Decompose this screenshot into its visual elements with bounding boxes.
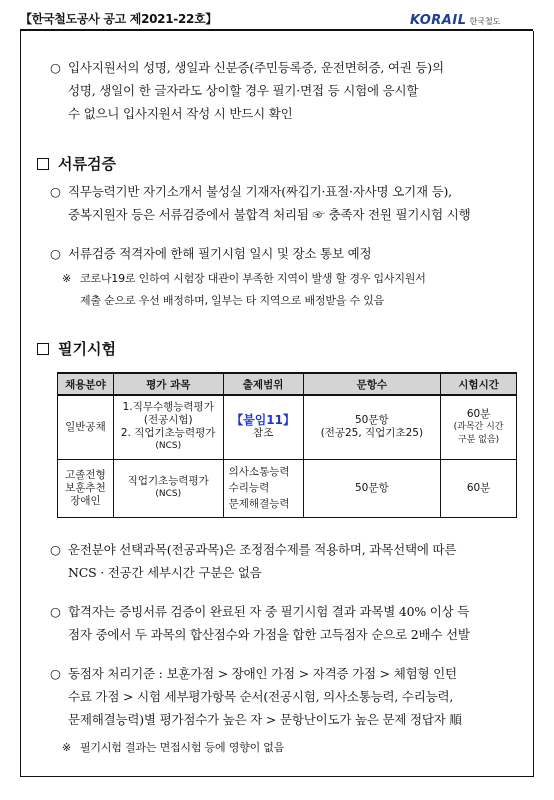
item-line: 합격자는 증빙서류 검증이 완료된 자 중 필기시험 결과 과목별 40% 이상 득: [68, 604, 470, 619]
item-line: 중복지원자 등은 서류검증에서 불합격 처리됨 ☞ 충족자 전원 필기시험 시행: [68, 207, 471, 222]
intro-line: 수 없으니 입사지원서 작성 시 반드시 확인: [68, 106, 293, 121]
document-review-item-1: [50, 180, 525, 226]
time-line: 60분: [466, 481, 491, 494]
subject-line: 2. 직업기초능력평가: [120, 427, 216, 440]
item-line: 직무능력기반 자기소개서 불성실 기재자(짜깁기·표절·자사명 오기재 등),: [68, 184, 452, 199]
square-bullet-icon: [37, 158, 49, 170]
document-review-note: [62, 268, 426, 312]
questions-line: (전공25, 직업기초25): [320, 427, 424, 440]
item-line: 서류검증 적격자에 한해 필기시험 일시 및 장소 통보 예정: [68, 246, 372, 261]
circle-bullet-icon: ○: [50, 542, 61, 557]
written-exam-item-3: [50, 662, 525, 731]
section-heading-document-review: [37, 153, 116, 174]
note-line: 코로나19로 인하여 시험장 대관이 부족한 지역이 발생 할 경우 입사지원서: [80, 272, 426, 285]
cell-questions: [303, 459, 441, 517]
time-line: 구분 없음): [458, 434, 500, 445]
field-line: 장애인: [70, 494, 101, 507]
item-line: 동점자 처리기준 : 보훈가점 > 장애인 가점 > 자격증 가점 > 체험형 인턴: [68, 666, 457, 681]
cell-subjects: [113, 395, 223, 459]
subject-line: 1.직무수행능력평가: [122, 401, 214, 414]
subject-line: (NCS): [155, 489, 182, 499]
reference-mark-icon: ※: [62, 741, 72, 754]
written-exam-item-1: [50, 538, 525, 584]
notice-title: 【한국철도공사 공고 제2021-22호】: [20, 12, 218, 26]
column-header: 채용분야: [58, 373, 114, 395]
cell-time: [441, 459, 517, 517]
column-header: 평가 과목: [113, 373, 223, 395]
item-line: NCS · 전공간 세부시간 구분은 없음: [68, 565, 262, 580]
questions-line: 50문항: [355, 414, 389, 427]
intro-paragraph: [50, 56, 520, 125]
subject-line: 직업기초능력평가: [127, 475, 209, 487]
attachment-reference: 【붙임11】: [231, 413, 296, 428]
item-line: 점자 중에서 두 과목의 합산점수와 가점을 합한 고득점자 순으로 2배수 선발: [68, 627, 470, 642]
reference-mark-icon: ※: [62, 272, 72, 285]
field-line: 보훈추천: [65, 481, 106, 494]
note-line: 제출 순으로 우선 배정하며, 일부는 타 지역으로 배정받을 수 있음: [80, 294, 385, 307]
logo-subtitle: 한국철도: [469, 17, 501, 26]
korail-logo: [410, 9, 500, 28]
scope-line: 의사소통능력: [228, 466, 290, 478]
column-header: 출제범위: [223, 373, 303, 395]
cell-field: 일반공채: [58, 395, 114, 459]
subject-line: (전공시험): [143, 414, 193, 427]
time-line: 60분: [466, 407, 491, 420]
document-review-item-2: [50, 242, 525, 265]
section-title: 필기시험: [58, 340, 116, 358]
column-header: 시험시간: [441, 373, 517, 395]
scope-line: 수리능력: [228, 482, 270, 494]
note-line: 필기시험 결과는 면접시험 등에 영향이 없음: [80, 741, 285, 754]
scope-line: 참조: [252, 427, 274, 440]
cell-subjects: [113, 459, 223, 517]
circle-bullet-icon: ○: [50, 666, 61, 681]
field-line: 고졸전형: [65, 468, 106, 481]
table-header-row: [58, 373, 517, 395]
table-row: [58, 459, 517, 517]
written-exam-table: [57, 372, 517, 518]
cell-scope: [223, 395, 303, 459]
section-title: 서류검증: [58, 155, 116, 173]
cell-field: [58, 459, 114, 517]
item-line: 문제해결능력)별 평가점수가 높은 자 > 문항난이도가 높은 문제 정답자 順: [68, 712, 462, 727]
intro-line: 성명, 생일이 한 글자라도 상이할 경우 필기·면접 등 시험에 응시할: [68, 83, 419, 98]
written-exam-note: [62, 737, 284, 759]
intro-line: 입사지원서의 성명, 생일과 신분증(주민등록증, 운전면허증, 여권 등)의: [68, 60, 444, 75]
time-line: (과목간 시간: [453, 421, 504, 432]
cell-scope: [223, 459, 303, 517]
circle-bullet-icon: ○: [50, 60, 61, 75]
circle-bullet-icon: ○: [50, 604, 61, 619]
section-heading-written-exam: [37, 338, 116, 359]
table-row: [58, 395, 517, 459]
subject-line: (NCS): [155, 441, 182, 452]
item-line: 수료 가점 > 시험 세부평가항목 순서(전공시험, 의사소통능력, 수리능력,: [68, 689, 454, 704]
circle-bullet-icon: ○: [50, 184, 61, 199]
column-header: 문항수: [303, 373, 441, 395]
square-bullet-icon: [37, 343, 49, 355]
item-line: 운전분야 선택과목(전공과목)은 조정점수제를 적용하며, 과목선택에 따른: [68, 542, 457, 557]
scope-line: 문제해결능력: [228, 498, 290, 510]
logo-wordmark: KORAIL: [410, 13, 467, 28]
cell-questions: [303, 395, 441, 459]
circle-bullet-icon: ○: [50, 246, 61, 261]
questions-line: 50문항: [355, 481, 389, 494]
written-exam-item-2: [50, 600, 525, 646]
cell-time: [441, 395, 517, 459]
